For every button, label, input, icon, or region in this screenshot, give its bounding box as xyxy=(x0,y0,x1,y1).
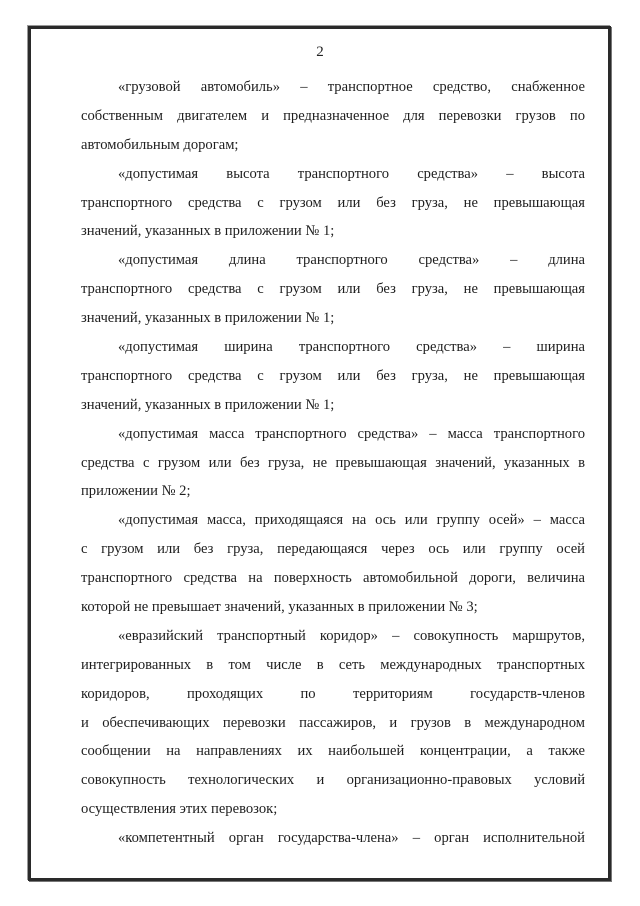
text-line: «компетентный орган государства-члена» – орган исполнительной xyxy=(118,830,585,847)
text-line: которой не превышает значений, указанных в приложении № 3; xyxy=(81,599,478,616)
text-line: сообщении на направлениях их наибольшей концентрации, а также xyxy=(81,743,585,760)
text-line: «допустимая ширина транспортного средства» – ширина xyxy=(118,339,585,356)
text-line: «грузовой автомобиль» – транспортное средство, снабженное xyxy=(118,79,585,95)
text-line: транспортного средства с грузом или без груза, не превышающая xyxy=(81,194,585,211)
text-line: «допустимая масса транспортного средства» – масса транспортного xyxy=(118,425,585,442)
text-line: транспортного средства с грузом или без груза, не превышающая xyxy=(81,367,585,384)
text-line: средства с грузом или без груза, не превышающая значений, указанных в xyxy=(81,454,585,471)
text-line: значений, указанных в приложении № 1; xyxy=(81,310,335,327)
text-line: транспортного средства на поверхность автомобильной дороги, величина xyxy=(81,570,585,587)
text-line: значений, указанных в приложении № 1; xyxy=(81,396,335,413)
text-line: «допустимая длина транспортного средства» – длина xyxy=(118,252,585,269)
text-line: интегрированных в том числе в сеть международных транспортных xyxy=(81,656,585,673)
text-line: автомобильным дорогам; xyxy=(81,136,239,153)
text-line: «допустимая масса, приходящаяся на ось или группу осей» – масса xyxy=(118,512,585,529)
text-line: приложении № 2; xyxy=(81,483,191,500)
document-body xyxy=(81,73,585,853)
text-line: собственным двигателем и предназначенное для перевозки грузов по xyxy=(81,107,585,124)
text-line: коридоров, проходящих по территориям государств-членов xyxy=(81,685,585,702)
text-line: транспортного средства с грузом или без груза, не превышающая xyxy=(81,281,585,298)
text-line: с грузом или без груза, передающаяся через ось или группу осей xyxy=(81,541,585,558)
page-number: 2 xyxy=(316,44,324,60)
text-line: совокупность технологических и организационно-правовых условий xyxy=(81,772,585,789)
text-line: «допустимая высота транспортного средства» – высота xyxy=(118,165,585,182)
text-line: значений, указанных в приложении № 1; xyxy=(81,223,335,240)
text-line: «евразийский транспортный коридор» – совокупность маршрутов, xyxy=(118,627,585,644)
text-line: осуществления этих перевозок; xyxy=(81,801,278,818)
text-line: и обеспечивающих перевозки пассажиров, и грузов в международном xyxy=(81,714,585,731)
